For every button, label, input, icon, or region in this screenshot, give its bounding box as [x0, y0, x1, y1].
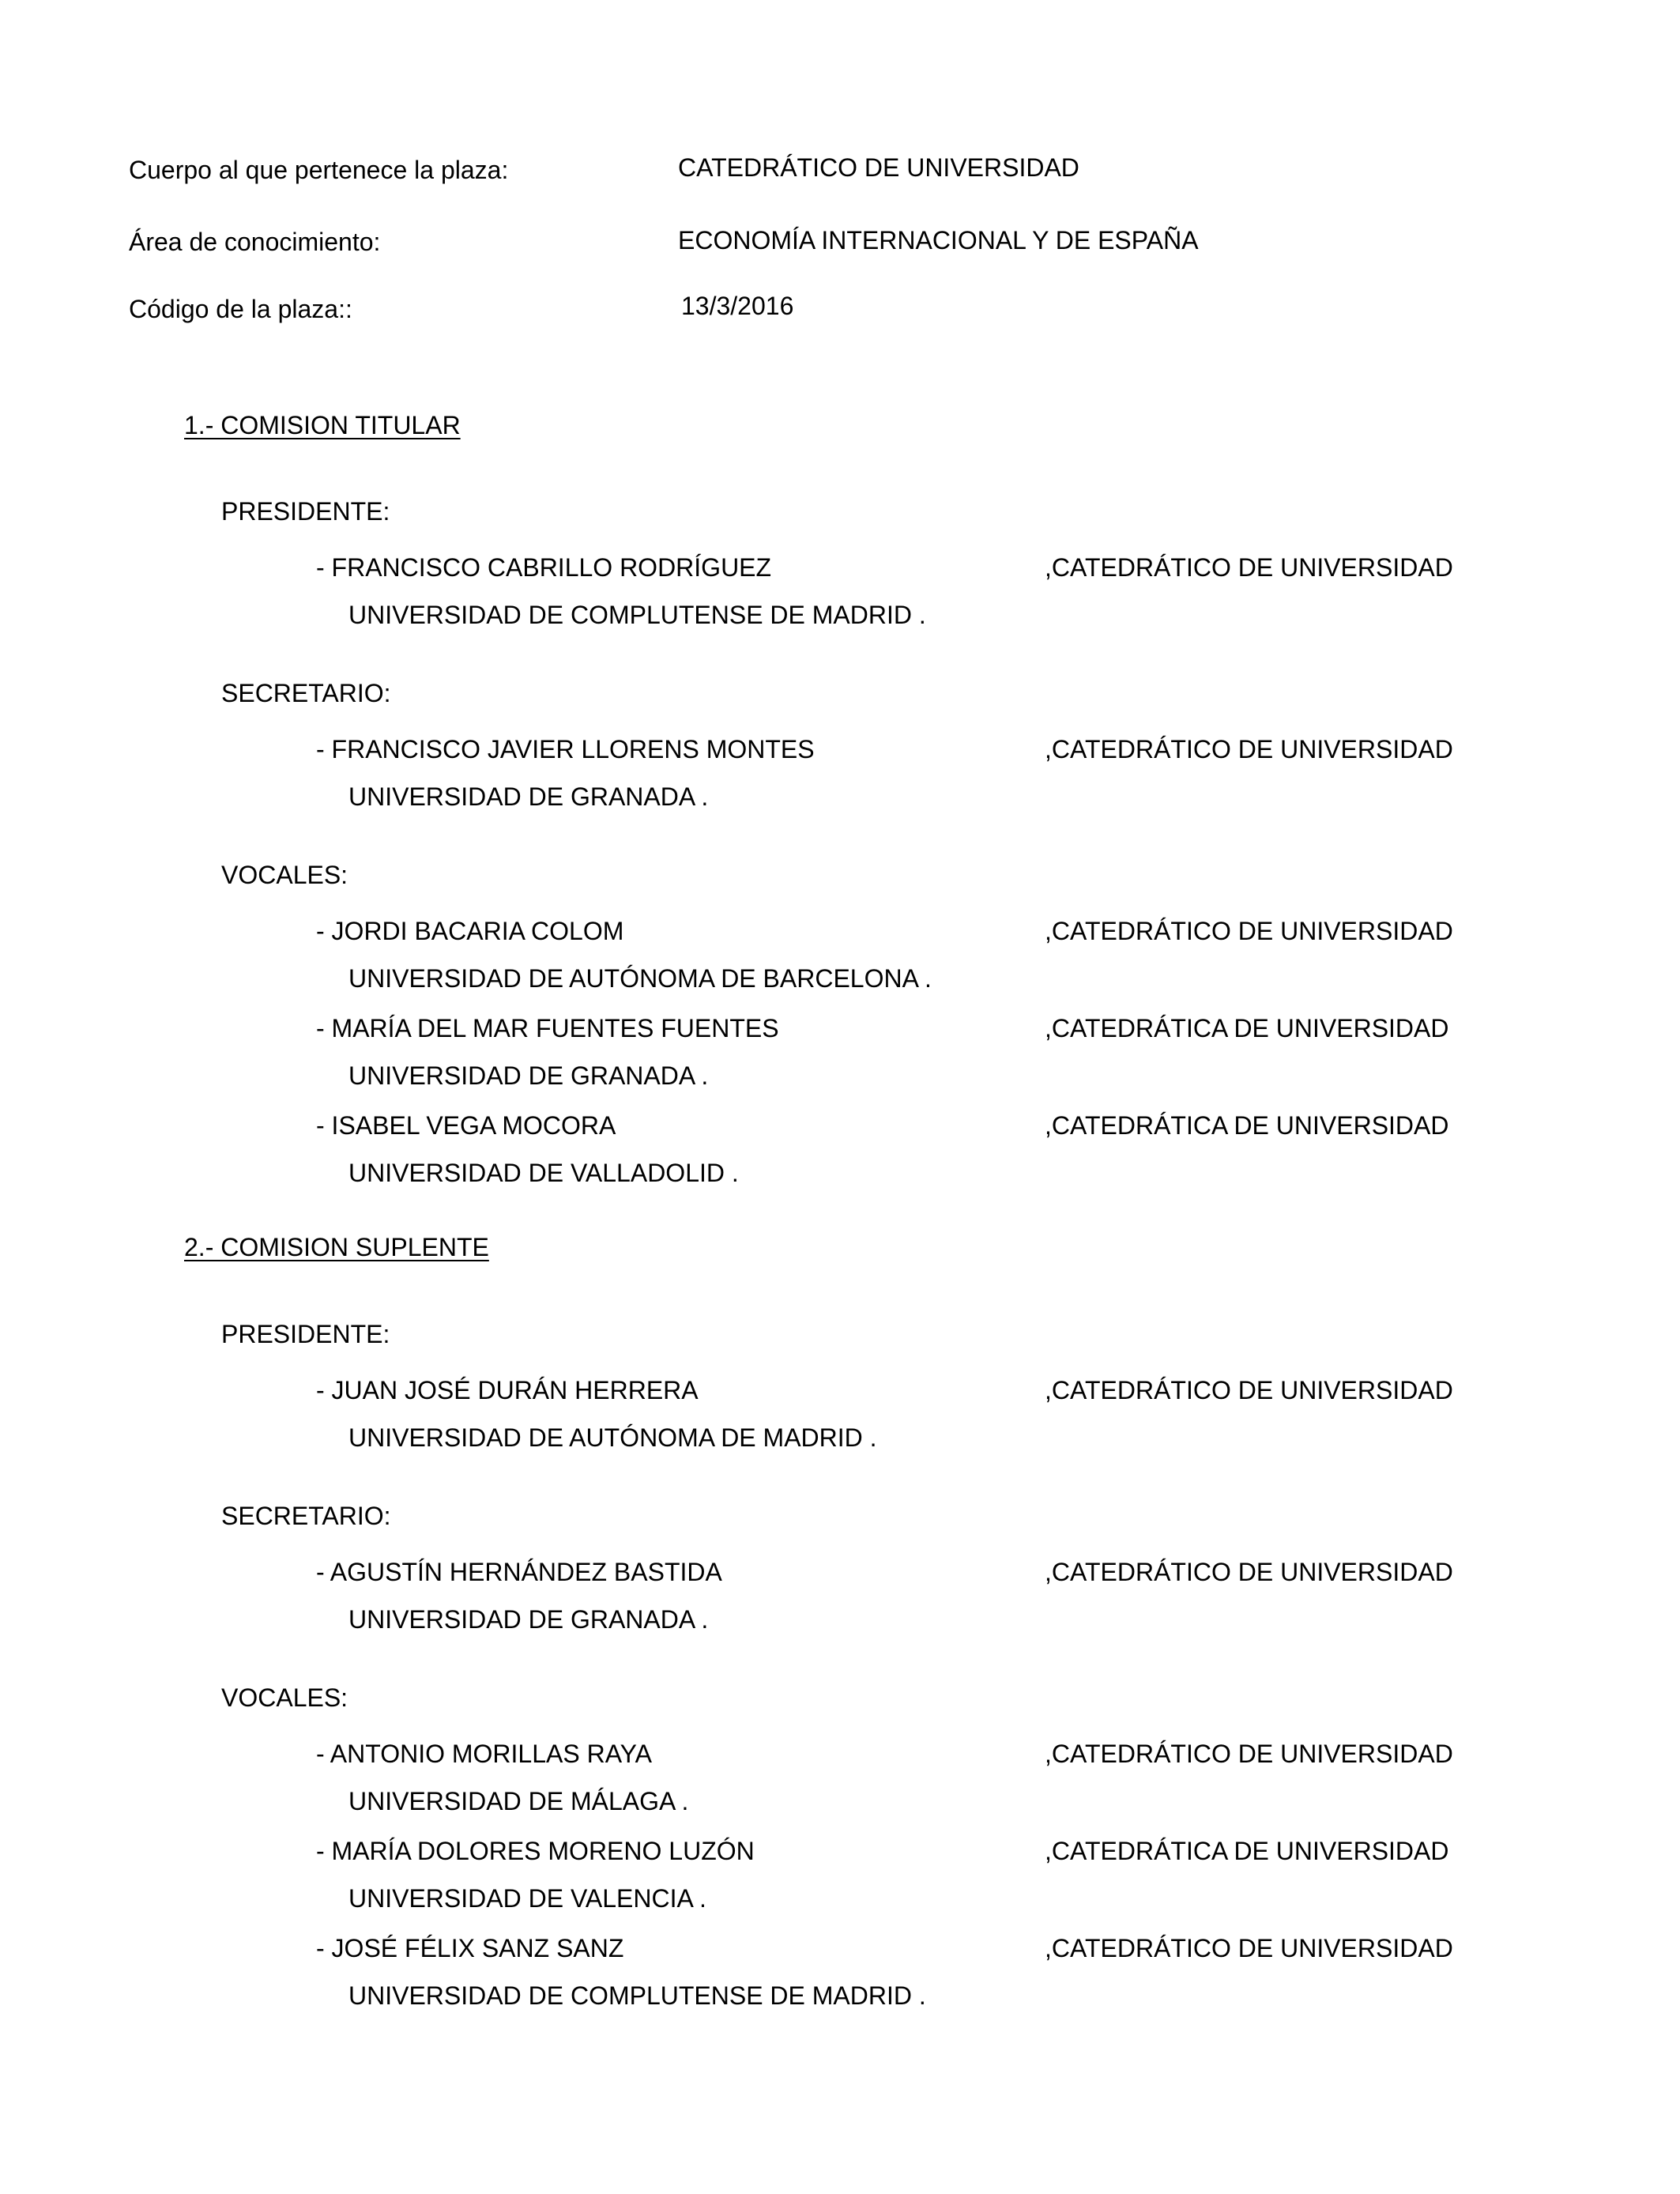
role-label-secretario-titular: SECRETARIO: [221, 679, 391, 707]
member-name: - JUAN JOSÉ DURÁN HERRERA [316, 1376, 699, 1404]
member-title: ,CATEDRÁTICA DE UNIVERSIDAD [1045, 1837, 1449, 1865]
codigo-value: 13/3/2016 [681, 292, 794, 320]
member-name: - AGUSTÍN HERNÁNDEZ BASTIDA [316, 1558, 722, 1586]
role-label-vocales-titular: VOCALES: [221, 861, 348, 889]
codigo-label: Código de la plaza:: [129, 295, 352, 323]
member-name: - MARÍA DEL MAR FUENTES FUENTES [316, 1014, 779, 1042]
member-name: - JOSÉ FÉLIX SANZ SANZ [316, 1934, 624, 1962]
role-label-secretario-suplente: SECRETARIO: [221, 1502, 391, 1530]
member-name: - FRANCISCO JAVIER LLORENS MONTES [316, 735, 815, 763]
area-label: Área de conocimiento: [129, 228, 381, 256]
cuerpo-value: CATEDRÁTICO DE UNIVERSIDAD [678, 153, 1079, 182]
member-name: - ANTONIO MORILLAS RAYA [316, 1740, 652, 1768]
member-title: ,CATEDRÁTICA DE UNIVERSIDAD [1045, 1014, 1449, 1042]
member-title: ,CATEDRÁTICO DE UNIVERSIDAD [1045, 1376, 1453, 1404]
member-title: ,CATEDRÁTICO DE UNIVERSIDAD [1045, 553, 1453, 582]
member-university: UNIVERSIDAD DE GRANADA . [348, 1061, 709, 1090]
member-university: UNIVERSIDAD DE COMPLUTENSE DE MADRID . [348, 1981, 926, 2010]
member-title: ,CATEDRÁTICO DE UNIVERSIDAD [1045, 735, 1453, 763]
member-university: UNIVERSIDAD DE MÁLAGA . [348, 1787, 689, 1815]
cuerpo-label: Cuerpo al que pertenece la plaza: [129, 156, 509, 184]
member-title: ,CATEDRÁTICO DE UNIVERSIDAD [1045, 1740, 1453, 1768]
member-university: UNIVERSIDAD DE AUTÓNOMA DE MADRID . [348, 1423, 877, 1452]
section-title-suplente: 2.- COMISION SUPLENTE [184, 1233, 489, 1261]
member-university: UNIVERSIDAD DE GRANADA . [348, 1605, 709, 1634]
section-title-titular: 1.- COMISION TITULAR [184, 411, 461, 439]
member-university: UNIVERSIDAD DE VALLADOLID . [348, 1159, 739, 1187]
member-university: UNIVERSIDAD DE VALENCIA . [348, 1884, 706, 1913]
member-name: - JORDI BACARIA COLOM [316, 917, 624, 945]
member-title: ,CATEDRÁTICO DE UNIVERSIDAD [1045, 1934, 1453, 1962]
area-value: ECONOMÍA INTERNACIONAL Y DE ESPAÑA [678, 226, 1199, 254]
member-university: UNIVERSIDAD DE GRANADA . [348, 782, 709, 811]
member-title: ,CATEDRÁTICO DE UNIVERSIDAD [1045, 1558, 1453, 1586]
member-name: - MARÍA DOLORES MORENO LUZÓN [316, 1837, 755, 1865]
member-university: UNIVERSIDAD DE AUTÓNOMA DE BARCELONA . [348, 964, 932, 993]
role-label-vocales-suplente: VOCALES: [221, 1683, 348, 1712]
role-label-presidente-titular: PRESIDENTE: [221, 497, 390, 526]
role-label-presidente-suplente: PRESIDENTE: [221, 1320, 390, 1348]
member-name: - ISABEL VEGA MOCORA [316, 1111, 616, 1140]
member-name: - FRANCISCO CABRILLO RODRÍGUEZ [316, 553, 772, 582]
member-title: ,CATEDRÁTICA DE UNIVERSIDAD [1045, 1111, 1449, 1140]
member-university: UNIVERSIDAD DE COMPLUTENSE DE MADRID . [348, 601, 926, 629]
member-title: ,CATEDRÁTICO DE UNIVERSIDAD [1045, 917, 1453, 945]
